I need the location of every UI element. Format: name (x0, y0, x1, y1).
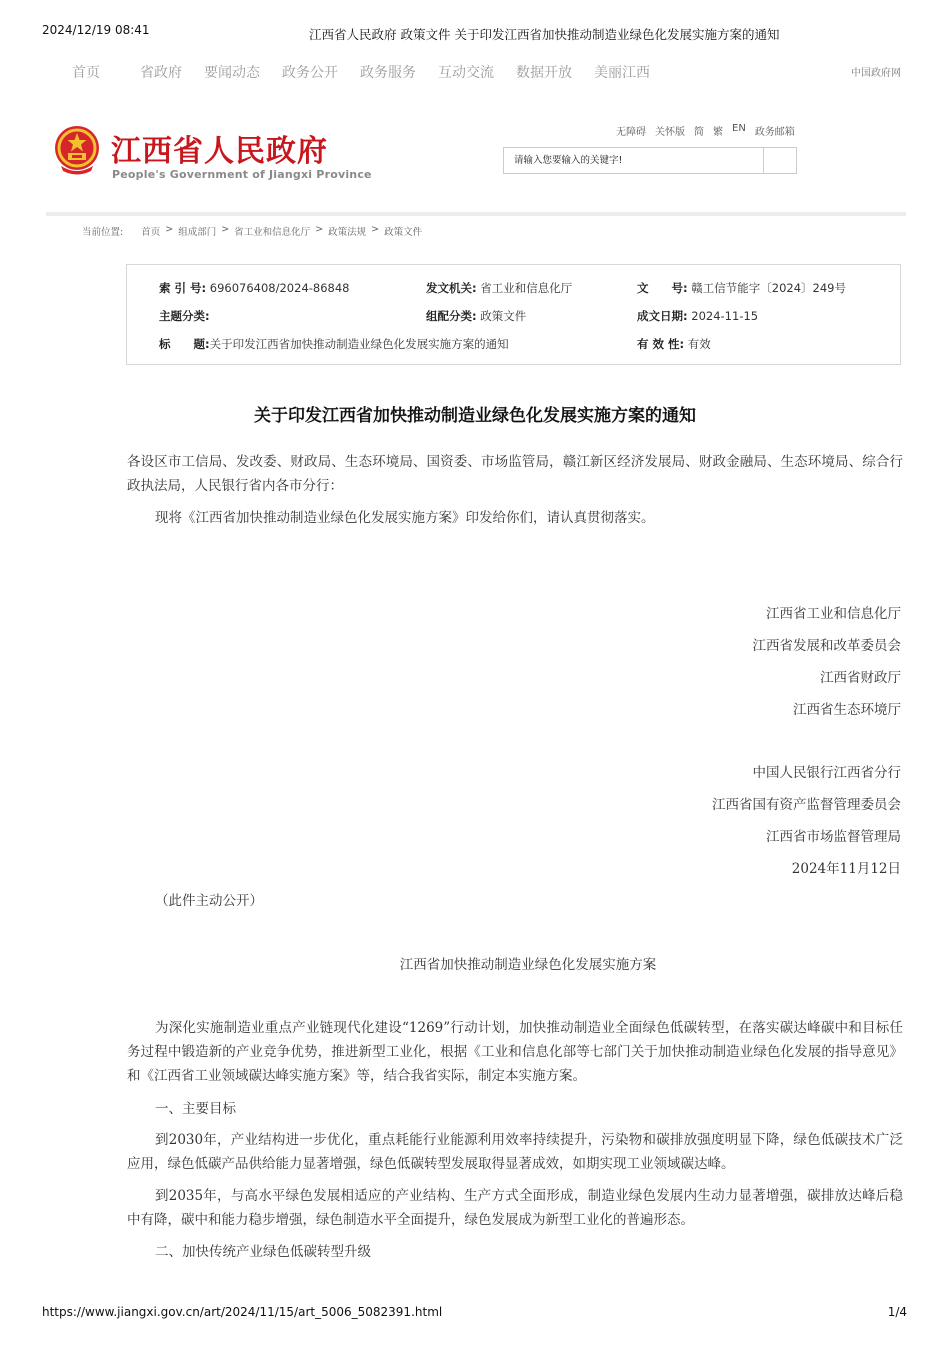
signer: 江西省工业和信息化厅 (766, 606, 901, 622)
search-input[interactable] (504, 148, 763, 173)
utility-links (616, 123, 795, 138)
section-heading: 二、加快传统产业绿色低碳转型升级 (155, 1244, 371, 1260)
meta-docno: 文 号: 赣工信节能字〔2024〕249号 (637, 281, 846, 295)
meta-validity: 有 效 性: 有效 (637, 337, 711, 351)
print-page-title: 江西省人民政府 政策文件 关于印发江西省加快推动制造业绿色化发展实施方案的通知 (309, 27, 780, 42)
search-box (503, 147, 797, 174)
header-divider (46, 212, 906, 216)
nav-home[interactable]: 首页 (72, 65, 100, 81)
care-mode-link[interactable]: 关怀版 (655, 127, 685, 138)
nav-gov-affairs-open[interactable]: 政务公开 (282, 65, 338, 81)
body-paragraph: 为深化实施制造业重点产业链现代化建设“1269”行动计划，加快推动制造业全面绿色低碳转型，在落实碳达峰碳中和目标任务过程中锻造新的产业竞争优势，推进新型工业化，根据《工业和信息化部等七部门关于加快推动制造业绿色化发展的指导意见》和《江西省工业领域碳达峰实施方案》等，结合我省实际，制定本实施方案。 (127, 1020, 903, 1084)
sign-date: 2024年11月12日 (791, 861, 901, 877)
breadcrumb-separator: > (165, 224, 174, 235)
nav-gov-services[interactable]: 政务服务 (360, 65, 416, 81)
traditional-chinese-link[interactable]: 繁 (713, 127, 723, 138)
meta-group: 组配分类: 政策文件 (426, 309, 527, 323)
print-page-number: 1/4 (887, 1305, 907, 1319)
top-nav (72, 62, 672, 82)
meta-topic: 主题分类: (159, 309, 210, 323)
breadcrumb-separator: > (371, 224, 380, 235)
plan-title: 江西省加快推动制造业绿色化发展实施方案 (399, 957, 657, 973)
meta-title: 标 题:关于印发江西省加快推动制造业绿色化发展实施方案的通知 (159, 337, 509, 351)
intro-paragraph: 现将《江西省加快推动制造业绿色化发展实施方案》印发给你们，请认真贯彻落实。 (155, 510, 655, 526)
signer: 江西省国有资产监督管理委员会 (712, 797, 901, 813)
section-heading: 一、主要目标 (155, 1101, 236, 1117)
accessibility-link[interactable]: 无障碍 (616, 127, 646, 138)
nav-open-data[interactable]: 数据开放 (516, 65, 572, 81)
breadcrumb-label: 当前位置: (82, 227, 124, 238)
body-paragraph: 到2030年，产业结构进一步优化，重点耗能行业能源利用效率持续提升，污染物和碳排放强度明显下降，绿色低碳技术广泛应用，绿色低碳产品供给能力显著增强，绿色低碳转型发展取得显著成效，如期实现工业领域碳达峰。 (127, 1132, 903, 1172)
breadcrumb (82, 224, 422, 238)
site-logo-cn[interactable]: 江西省人民政府 (111, 134, 328, 169)
breadcrumb-separator: > (315, 224, 324, 235)
breadcrumb-item[interactable]: 政策文件 (384, 227, 423, 238)
nav-beautiful-jiangxi[interactable]: 美丽江西 (594, 65, 650, 81)
simplified-chinese-link[interactable]: 简 (694, 127, 704, 138)
public-note: （此件主动公开） (155, 893, 263, 909)
search-button[interactable] (763, 148, 796, 173)
signer: 江西省财政厅 (820, 670, 901, 686)
signer: 江西省发展和改革委员会 (752, 638, 901, 654)
body-paragraph: 到2035年，与高水平绿色发展相适应的产业结构、生产方式全面形成，制造业绿色发展内生动力显著增强，碳排放达峰后稳中有降，碳中和能力稳步增强，绿色制造水平全面提升，绿色发展成为新型工业化的普遍形态。 (127, 1188, 903, 1228)
gov-mailbox-link[interactable]: 政务邮箱 (754, 127, 795, 138)
print-datetime: 2024/12/19 08:41 (42, 23, 150, 37)
print-url: https://www.jiangxi.gov.cn/art/2024/11/15/art_5006_5082391.html (42, 1305, 443, 1319)
meta-date: 成文日期: 2024-11-15 (637, 309, 759, 323)
document-title: 关于印发江西省加快推动制造业绿色化发展实施方案的通知 (254, 406, 696, 426)
signer: 江西省市场监督管理局 (766, 829, 901, 845)
breadcrumb-item[interactable]: 首页 (141, 227, 161, 238)
nav-news[interactable]: 要闻动态 (204, 65, 260, 81)
breadcrumb-item[interactable]: 组成部门 (178, 227, 217, 238)
document-meta-table (126, 264, 901, 365)
meta-index: 索 引 号: 696076408/2024-86848 (159, 281, 350, 295)
breadcrumb-item[interactable]: 政策法规 (328, 227, 367, 238)
english-link[interactable]: EN (732, 123, 746, 134)
signer: 江西省生态环境厅 (793, 702, 901, 718)
breadcrumb-separator: > (221, 224, 230, 235)
site-logo-en: People's Government of Jiangxi Province (112, 168, 372, 181)
national-emblem-icon (53, 124, 101, 176)
china-gov-link[interactable]: 中国政府网 (851, 68, 901, 79)
signer: 中国人民银行江西省分行 (752, 765, 901, 781)
nav-interaction[interactable]: 互动交流 (438, 65, 494, 81)
recipients-paragraph: 各设区市工信局、发改委、财政局、生态环境局、国资委、市场监管局，赣江新区经济发展局、财政金融局、生态环境局、综合行政执法局，人民银行省内各市分行： (127, 454, 903, 494)
breadcrumb-item[interactable]: 省工业和信息化厅 (234, 227, 311, 238)
meta-issuer: 发文机关: 省工业和信息化厅 (426, 281, 573, 295)
nav-province-gov[interactable]: 省政府 (140, 65, 182, 81)
